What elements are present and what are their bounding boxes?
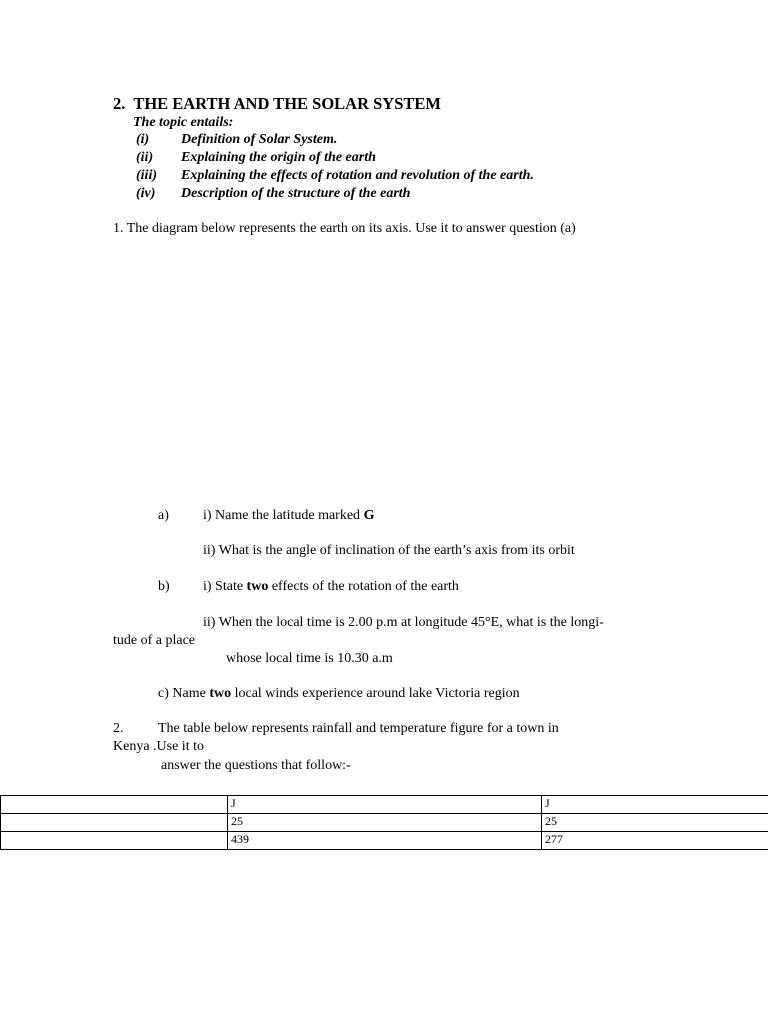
table-cell: J — [542, 796, 768, 814]
question-2-line3: answer the questions that follow:- — [161, 758, 351, 773]
table-cell: 25 — [228, 814, 542, 832]
table-cell — [1, 796, 228, 814]
question-a-i: i) Name the latitude marked G — [203, 508, 375, 523]
topic-item: (iii) Explaining the effects of rotation and revolution of the earth. — [136, 168, 534, 183]
topic-item: (i) Definition of Solar System. — [136, 132, 338, 147]
question-a-ii: ii) What is the angle of inclination of the earth’s axis from its orbit — [203, 543, 575, 558]
topic-item: (iv) Description of the structure of the earth — [136, 186, 411, 201]
question-b-ii-line2: tude of a place — [113, 633, 196, 648]
table-cell: 25 — [542, 814, 768, 832]
question-2-number: 2. — [113, 721, 124, 736]
question-a-label: a) — [158, 508, 169, 523]
rainfall-temperature-table — [0, 795, 768, 850]
section-title: 2. THE EARTH AND THE SOLAR SYSTEM — [113, 94, 441, 113]
table-row — [1, 814, 768, 832]
question-2-line1: The table below represents rainfall and temperature figure for a town in — [158, 721, 559, 736]
question-b-i: i) State two effects of the rotation of the earth — [203, 579, 459, 594]
question-c: c) Name two local winds experience around lake Victoria region — [158, 686, 520, 701]
topic-intro: The topic entails: — [133, 115, 234, 130]
question-1-intro: 1. The diagram below represents the earth on its axis. Use it to answer question (a) — [113, 221, 576, 236]
table-cell: 439 — [228, 832, 542, 850]
diagram-area — [113, 245, 653, 495]
table-cell — [1, 832, 228, 850]
question-b-label: b) — [158, 579, 170, 594]
table-cell: 277 — [542, 832, 768, 850]
table-cell: J — [228, 796, 542, 814]
question-b-ii-line1: ii) When the local time is 2.00 p.m at longitude 45°E, what is the longi- — [203, 615, 604, 630]
question-b-ii-line3: whose local time is 10.30 a.m — [226, 651, 393, 666]
question-2-line2: Kenya .Use it to — [113, 739, 204, 754]
table-row — [1, 796, 768, 814]
table-cell — [1, 814, 228, 832]
topic-item: (ii) Explaining the origin of the earth — [136, 150, 376, 165]
table-row — [1, 832, 768, 850]
